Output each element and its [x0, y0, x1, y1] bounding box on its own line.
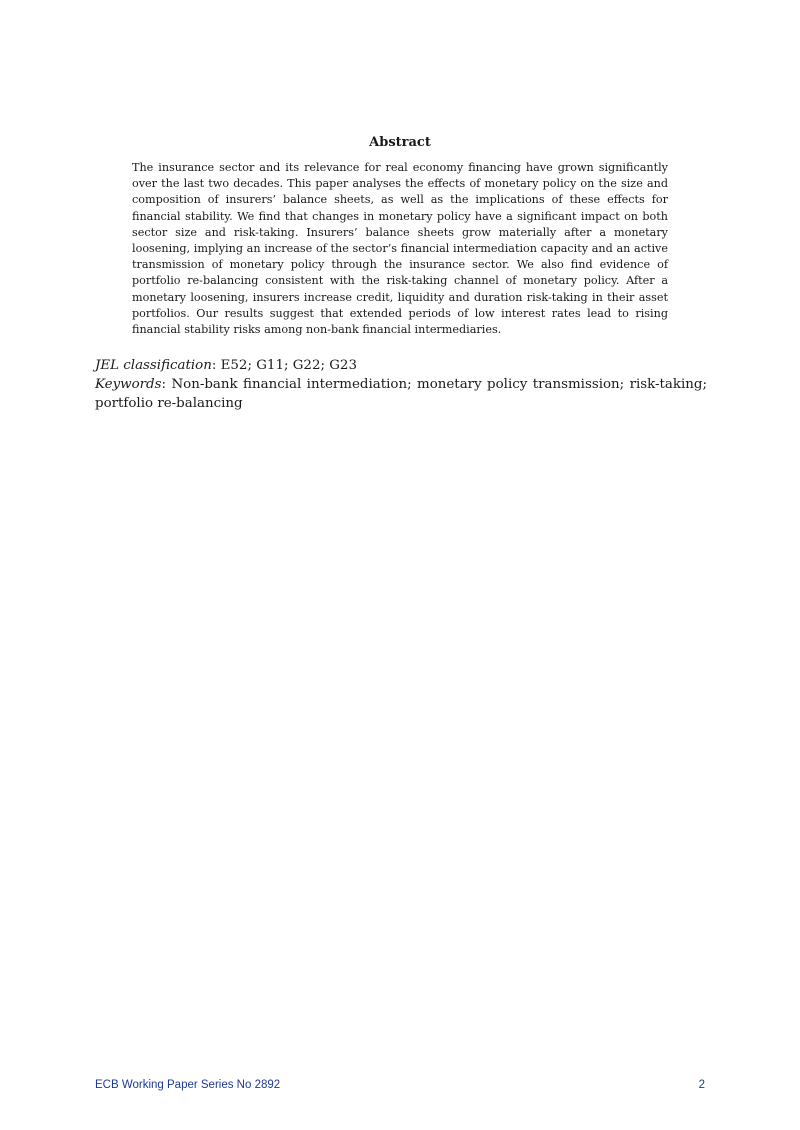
- keywords-separator: :: [161, 377, 172, 392]
- classification-block: [95, 356, 707, 413]
- jel-classification: [95, 356, 707, 375]
- jel-codes: E52; G11; G22; G23: [220, 358, 357, 373]
- jel-separator: :: [211, 358, 221, 373]
- abstract-text: The insurance sector and its relevance for real economy financing have grown significantly over the last two decades. This paper analyses the effects of monetary policy on the size and composition of insurers’ balance sheets, as well as the implications of these effects for financial stability. We find that changes in monetary policy have a significant impact on both sector size and risk-taking. Insurers’ balance sheets grow materially after a monetary loosening, implying an increase of the sector’s financial intermediation capacity and an active transmission of monetary policy through the insurance sector. We also find evidence of portfolio re-balancing consistent with the risk-taking channel of monetary policy. After a monetary loosening, insurers increase credit, liquidity and duration risk-taking in their asset portfolios. Our results suggest that extended periods of low interest rates lead to rising financial stability risks among non-bank financial intermediaries.: [132, 161, 668, 337]
- keywords-label: Keywords: [95, 377, 162, 392]
- keywords-list: Non-bank financial intermediation; monetary policy transmission; risk-taking; portfolio re-balancing: [95, 377, 707, 411]
- jel-label: JEL classification: [95, 358, 212, 373]
- page-number: 2: [698, 1079, 705, 1091]
- keywords: [95, 375, 707, 413]
- abstract-heading: Abstract: [369, 135, 431, 150]
- series-label: ECB Working Paper Series No 2892: [95, 1079, 281, 1091]
